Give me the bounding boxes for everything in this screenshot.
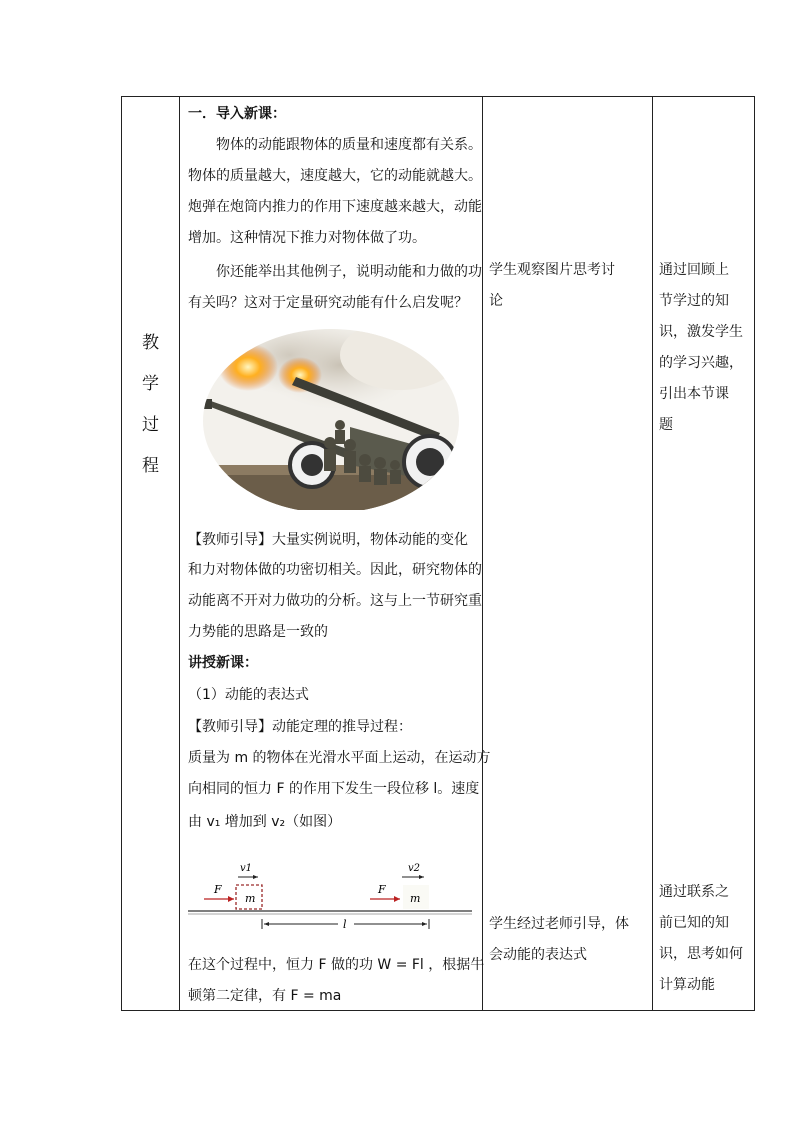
intent-line: 前已知的知 <box>659 915 729 931</box>
force-label-left: F <box>214 883 222 896</box>
intro-line: 炮弹在炮筒内推力的作用下速度越来越大，动能 <box>188 199 482 215</box>
section-label-cell <box>122 97 179 1010</box>
label-char: 学 <box>142 374 159 394</box>
derivation-line: 向相同的恒力 F 的作用下发生一段位移 l。速度 <box>188 781 480 797</box>
displacement-label: l <box>343 918 347 931</box>
intro-line: 增加。这种情况下推力对物体做了功。 <box>188 230 426 246</box>
label-char: 教 <box>142 333 159 353</box>
intro-line: 你还能举出其他例子，说明动能和力做的功 <box>216 264 482 280</box>
intent-line: 识，思考如何 <box>659 946 743 962</box>
label-char: 程 <box>142 456 159 476</box>
velocity-label-v2: v2 <box>408 863 421 874</box>
intent-line: 题 <box>659 417 673 433</box>
intent-line: 通过回顾上 <box>659 262 729 278</box>
student-activity-line: 学生经过老师引导，体 <box>489 916 629 932</box>
guide-line: 力势能的思路是一致的 <box>188 624 328 640</box>
heading-new-lesson: 讲授新课： <box>188 655 258 671</box>
student-activity-line: 论 <box>489 293 503 309</box>
derivation-line: 由 v₁ 增加到 v₂（如图） <box>188 814 342 830</box>
motion-diagram <box>188 857 478 937</box>
intent-line: 节学过的知 <box>659 293 729 309</box>
force-label-right: F <box>378 883 386 896</box>
derivation-line: 质量为 m 的物体在光滑水平面上运动，在运动方 <box>188 750 491 766</box>
design-intent-cell <box>653 97 755 1010</box>
guide-line: 和力对物体做的功密切相关。因此，研究物体的 <box>188 562 482 578</box>
velocity-label-v1: v1 <box>240 863 253 874</box>
teaching-content-cell <box>180 97 491 1010</box>
student-activity-cell <box>483 97 652 1010</box>
intent-line: 的学习兴趣， <box>659 355 743 371</box>
cannon-firing-image <box>200 325 462 510</box>
result-line: 顿第二定律，有 F = ma <box>188 988 342 1004</box>
intro-line: 物体的质量越大，速度越大，它的动能就越大。 <box>188 168 482 184</box>
mass-label-left: m <box>245 892 256 905</box>
intent-line: 计算动能 <box>659 977 715 993</box>
mass-label-right: m <box>410 892 421 905</box>
guide-line: 【教师引导】大量实例说明，物体动能的变化 <box>188 532 468 548</box>
label-char: 过 <box>142 415 159 435</box>
guide-line: 动能离不开对力做功的分析。这与上一节研究重 <box>188 593 482 609</box>
intent-line: 引出本节课 <box>659 386 729 402</box>
derivation-line: 【教师引导】动能定理的推导过程： <box>188 719 412 735</box>
subsection-title: （1）动能的表达式 <box>188 687 309 703</box>
section-label <box>122 323 179 487</box>
student-activity-line: 学生观察图片思考讨 <box>489 262 615 278</box>
heading-intro: 一．导入新课： <box>188 106 286 122</box>
intro-line: 物体的动能跟物体的质量和速度都有关系。 <box>216 137 482 153</box>
student-activity-line: 会动能的表达式 <box>489 947 587 963</box>
lesson-table <box>121 96 755 1011</box>
result-line: 在这个过程中，恒力 F 做的功 W = Fl ，根据牛 <box>188 957 485 973</box>
intent-line: 通过联系之 <box>659 884 729 900</box>
intent-line: 识，激发学生 <box>659 324 743 340</box>
intro-line: 有关吗？这对于定量研究动能有什么启发呢？ <box>188 295 468 311</box>
